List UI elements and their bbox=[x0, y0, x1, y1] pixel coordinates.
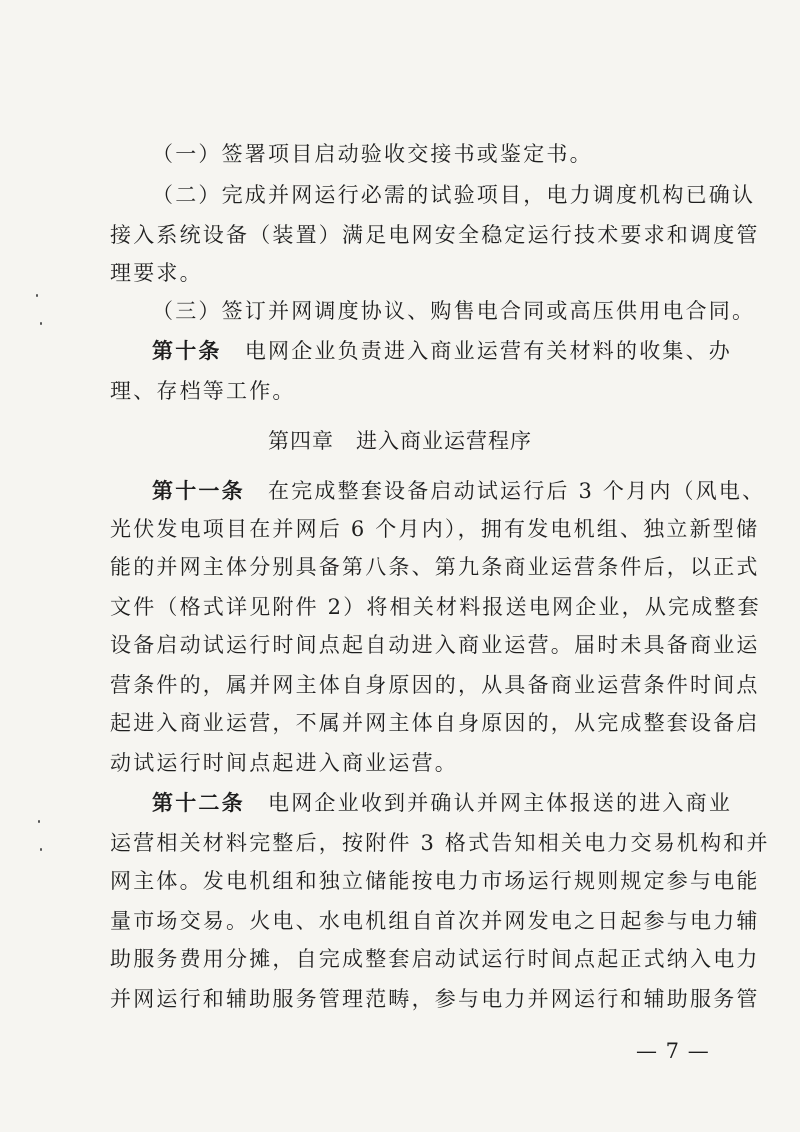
scan-speck bbox=[40, 848, 42, 851]
article-12-line-5: 助服务费用分摊，自完成整套启动试运行时间点起正式纳入电力 bbox=[110, 947, 760, 971]
article-12-text: 电网企业收到并确认并网主体报送的进入商业 bbox=[268, 791, 733, 815]
scan-speck bbox=[38, 820, 40, 823]
page-number: — 7 — bbox=[636, 1039, 710, 1063]
article-11-line-2: 光伏发电项目在并网后 6 个月内），拥有发电机组、独立新型储 bbox=[110, 517, 760, 541]
article-11-line-5: 设备启动试运行时间点起自动进入商业运营。届时未具备商业运 bbox=[110, 633, 760, 657]
article-12-label: 第十二条 bbox=[152, 790, 245, 815]
clause-2-line-3: 理要求。 bbox=[110, 261, 203, 285]
article-11-line-7: 起进入商业运营，不属并网主体自身原因的，从完成整套设备启 bbox=[110, 711, 760, 735]
article-10-line-2: 理、存档等工作。 bbox=[110, 379, 296, 403]
article-11-label: 第十一条 bbox=[152, 478, 245, 503]
article-12-line-6: 并网运行和辅助服务管理范畴，参与电力并网运行和辅助服务管 bbox=[110, 987, 760, 1011]
article-12-line-3: 网主体。发电机组和独立储能按电力市场运行规则规定参与电能 bbox=[110, 869, 760, 893]
article-12-line-1 bbox=[152, 788, 733, 818]
article-12-line-2: 运营相关材料完整后，按附件 3 格式告知相关电力交易机构和并 bbox=[110, 831, 770, 855]
clause-1: （一）签署项目启动验收交接书或鉴定书。 bbox=[152, 142, 593, 166]
article-10-line-1 bbox=[152, 336, 733, 366]
clause-2-line-1: （二）完成并网运行必需的试验项目，电力调度机构已确认 bbox=[152, 183, 756, 207]
article-12-line-4: 量市场交易。火电、水电机组自首次并网发电之日起参与电力辅 bbox=[110, 909, 760, 933]
article-11-text: 在完成整套设备启动试运行后 3 个月内（风电、 bbox=[268, 479, 766, 503]
article-11-line-1 bbox=[152, 476, 766, 506]
article-11-line-4: 文件（格式详见附件 2）将相关材料报送电网企业，从完成整套 bbox=[110, 595, 761, 619]
article-10-label: 第十条 bbox=[152, 338, 222, 363]
article-11-line-8: 动试运行时间点起进入商业运营。 bbox=[110, 751, 458, 775]
article-11-line-3: 能的并网主体分别具备第八条、第九条商业运营条件后，以正式 bbox=[110, 555, 760, 579]
clause-3: （三）签订并网调度协议、购售电合同或高压供用电合同。 bbox=[152, 299, 756, 323]
article-10-text: 电网企业负责进入商业运营有关材料的收集、办 bbox=[244, 339, 733, 363]
scan-speck bbox=[40, 322, 42, 325]
chapter-heading: 第四章 进入商业运营程序 bbox=[268, 429, 532, 453]
clause-2-line-2: 接入系统设备（装置）满足电网安全稳定运行技术要求和调度管 bbox=[110, 223, 760, 247]
article-11-line-6: 营条件的，属并网主体自身原因的，从具备商业运营条件时间点 bbox=[110, 673, 760, 697]
scan-speck bbox=[36, 294, 38, 297]
